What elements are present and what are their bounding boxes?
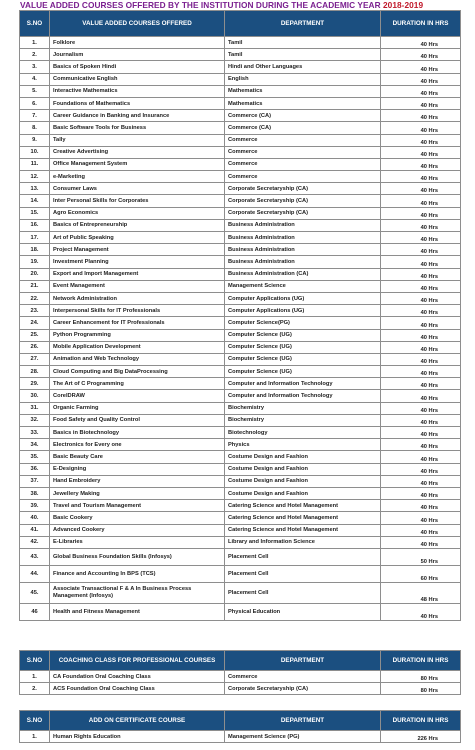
department-cell: Corporate Secretaryship (CA)	[225, 207, 381, 219]
department-cell: Computer Science (UG)	[225, 353, 381, 365]
course-cell: Career Guidance in Banking and Insurance	[50, 110, 225, 122]
course-cell: Inter Personal Skills for Corporates	[50, 195, 225, 207]
table-row	[20, 390, 461, 402]
department-cell: Costume Design and Fashion	[225, 451, 381, 463]
course-cell: Project Management	[50, 244, 225, 256]
duration-cell: 40 Hrs	[381, 244, 461, 256]
duration-cell: 40 Hrs	[381, 268, 461, 280]
course-cell: Career Enhancement for IT Professionals	[50, 317, 225, 329]
course-cell: Journalism	[50, 49, 225, 61]
duration-cell: 40 Hrs	[381, 366, 461, 378]
duration-cell: 40 Hrs	[381, 329, 461, 341]
table-row	[20, 49, 461, 61]
table-row	[20, 329, 461, 341]
course-cell: Foundations of Mathematics	[50, 97, 225, 109]
sno-cell: 3.	[20, 61, 50, 73]
duration-cell: 60 Hrs	[381, 565, 461, 582]
course-cell: Export and Import Management	[50, 268, 225, 280]
duration-cell: 40 Hrs	[381, 414, 461, 426]
sno-cell: 46	[20, 603, 50, 620]
course-cell: Network Administration	[50, 292, 225, 304]
department-cell: Costume Design and Fashion	[225, 475, 381, 487]
department-cell: Corporate Secretaryship (CA)	[225, 195, 381, 207]
course-cell: CorelDRAW	[50, 390, 225, 402]
course-cell: Basic Beauty Care	[50, 451, 225, 463]
duration-cell: 80 Hrs	[381, 671, 461, 683]
header-duration: DURATION IN HRS	[381, 11, 461, 37]
course-cell: Art of Public Speaking	[50, 232, 225, 244]
department-cell: Placement Cell	[225, 565, 381, 582]
sno-cell: 29.	[20, 378, 50, 390]
course-cell: Animation and Web Technology	[50, 353, 225, 365]
sno-cell: 17.	[20, 232, 50, 244]
department-cell: Computer and Information Technology	[225, 378, 381, 390]
duration-cell: 40 Hrs	[381, 97, 461, 109]
duration-cell: 40 Hrs	[381, 256, 461, 268]
course-cell: Jewellery Making	[50, 487, 225, 499]
duration-cell: 40 Hrs	[381, 463, 461, 475]
sno-cell: 25.	[20, 329, 50, 341]
table-row	[20, 565, 461, 582]
table-row	[20, 158, 461, 170]
table-row	[20, 548, 461, 565]
course-cell: Basics in Biotechnology	[50, 427, 225, 439]
duration-cell: 40 Hrs	[381, 390, 461, 402]
sno-cell: 9.	[20, 134, 50, 146]
department-cell: Computer Applications (UG)	[225, 305, 381, 317]
sno-cell: 22.	[20, 292, 50, 304]
header-sno: S.NO	[20, 711, 50, 731]
course-cell: Organic Farming	[50, 402, 225, 414]
course-cell: Interpersonal Skills for IT Professionals	[50, 305, 225, 317]
sno-cell: 10.	[20, 146, 50, 158]
duration-cell: 40 Hrs	[381, 353, 461, 365]
course-cell: E-Libraries	[50, 536, 225, 548]
sno-cell: 8.	[20, 122, 50, 134]
sno-cell: 11.	[20, 158, 50, 170]
table-row	[20, 305, 461, 317]
duration-cell: 40 Hrs	[381, 280, 461, 292]
table-row	[20, 414, 461, 426]
course-cell: Event Management	[50, 280, 225, 292]
header-department: DEPARTMENT	[225, 11, 381, 37]
sno-cell: 30.	[20, 390, 50, 402]
academic-year: 2018-2019	[383, 0, 424, 10]
course-cell: e-Marketing	[50, 171, 225, 183]
table-row	[20, 171, 461, 183]
sno-cell: 37.	[20, 475, 50, 487]
course-cell: Office Management System	[50, 158, 225, 170]
table-row	[20, 582, 461, 603]
department-cell: Computer Science(PG)	[225, 317, 381, 329]
duration-cell: 40 Hrs	[381, 341, 461, 353]
sno-cell: 21.	[20, 280, 50, 292]
department-cell: Commerce (CA)	[225, 110, 381, 122]
department-cell: Hindi and Other Languages	[225, 61, 381, 73]
department-cell: Tamil	[225, 37, 381, 49]
table-row	[20, 37, 461, 49]
course-cell: Python Programming	[50, 329, 225, 341]
sno-cell: 31.	[20, 402, 50, 414]
sno-cell: 41.	[20, 524, 50, 536]
add-on-certificate-table	[19, 710, 461, 743]
table-row	[20, 195, 461, 207]
department-cell: Costume Design and Fashion	[225, 487, 381, 499]
sno-cell: 7.	[20, 110, 50, 122]
duration-cell: 40 Hrs	[381, 183, 461, 195]
table-row	[20, 232, 461, 244]
header-duration: DURATION IN HRS	[381, 651, 461, 671]
table-row	[20, 85, 461, 97]
department-cell: Commerce	[225, 134, 381, 146]
table-row	[20, 97, 461, 109]
duration-cell: 40 Hrs	[381, 317, 461, 329]
duration-cell: 40 Hrs	[381, 171, 461, 183]
table-row	[20, 341, 461, 353]
course-cell: Basic Cookery	[50, 512, 225, 524]
duration-cell: 40 Hrs	[381, 524, 461, 536]
page-title-text: VALUE ADDED COURSES OFFERED BY THE INSTITUTION DURING THE ACADEMIC YEAR	[20, 0, 383, 10]
sno-cell: 42.	[20, 536, 50, 548]
table-row	[20, 366, 461, 378]
table-row	[20, 402, 461, 414]
header-department: DEPARTMENT	[225, 651, 381, 671]
department-cell: Business Administration	[225, 219, 381, 231]
table-row	[20, 256, 461, 268]
duration-cell: 40 Hrs	[381, 61, 461, 73]
duration-cell: 40 Hrs	[381, 402, 461, 414]
department-cell: Corporate Secretaryship (CA)	[225, 183, 381, 195]
sno-cell: 39.	[20, 500, 50, 512]
header-sno: S.NO	[20, 11, 50, 37]
sno-cell: 19.	[20, 256, 50, 268]
duration-cell: 50 Hrs	[381, 548, 461, 565]
duration-cell: 40 Hrs	[381, 219, 461, 231]
table-row	[20, 512, 461, 524]
sno-cell: 6.	[20, 97, 50, 109]
sno-cell: 20.	[20, 268, 50, 280]
duration-cell: 40 Hrs	[381, 512, 461, 524]
coaching-class-table	[19, 650, 461, 695]
duration-cell: 40 Hrs	[381, 500, 461, 512]
table-row	[20, 183, 461, 195]
course-cell: Hand Embroidery	[50, 475, 225, 487]
department-cell: Corporate Secretaryship (CA)	[225, 683, 381, 695]
department-cell: Catering Science and Hotel Management	[225, 524, 381, 536]
duration-cell: 40 Hrs	[381, 49, 461, 61]
course-cell: Electronics for Every one	[50, 439, 225, 451]
table-row	[20, 353, 461, 365]
department-cell: Business Administration (CA)	[225, 268, 381, 280]
duration-cell: 48 Hrs	[381, 582, 461, 603]
duration-cell: 40 Hrs	[381, 134, 461, 146]
duration-cell: 40 Hrs	[381, 110, 461, 122]
department-cell: Commerce	[225, 171, 381, 183]
department-cell: Catering Science and Hotel Management	[225, 512, 381, 524]
sno-cell: 33.	[20, 427, 50, 439]
duration-cell: 40 Hrs	[381, 603, 461, 620]
table-header-row	[20, 651, 461, 671]
department-cell: Catering Science and Hotel Management	[225, 500, 381, 512]
sno-cell: 12.	[20, 171, 50, 183]
duration-cell: 40 Hrs	[381, 427, 461, 439]
sno-cell: 32.	[20, 414, 50, 426]
sno-cell: 28.	[20, 366, 50, 378]
table-header-row	[20, 711, 461, 731]
duration-cell: 40 Hrs	[381, 122, 461, 134]
sno-cell: 16.	[20, 219, 50, 231]
table-row	[20, 292, 461, 304]
duration-cell: 40 Hrs	[381, 292, 461, 304]
duration-cell: 40 Hrs	[381, 305, 461, 317]
course-cell: Consumer Laws	[50, 183, 225, 195]
department-cell: Placement Cell	[225, 582, 381, 603]
department-cell: English	[225, 73, 381, 85]
header-course: COACHING CLASS FOR PROFESSIONAL COURSES	[50, 651, 225, 671]
sno-cell: 45.	[20, 582, 50, 603]
department-cell: Computer and Information Technology	[225, 390, 381, 402]
sno-cell: 34.	[20, 439, 50, 451]
table-row	[20, 110, 461, 122]
sno-cell: 15.	[20, 207, 50, 219]
sno-cell: 1.	[20, 731, 50, 743]
course-cell: Basic Software Tools for Business	[50, 122, 225, 134]
sno-cell: 36.	[20, 463, 50, 475]
sno-cell: 2.	[20, 49, 50, 61]
department-cell: Biochemistry	[225, 414, 381, 426]
sno-cell: 4.	[20, 73, 50, 85]
header-department: DEPARTMENT	[225, 711, 381, 731]
duration-cell: 40 Hrs	[381, 451, 461, 463]
department-cell: Business Administration	[225, 232, 381, 244]
table-row	[20, 475, 461, 487]
table-row	[20, 536, 461, 548]
duration-cell: 40 Hrs	[381, 487, 461, 499]
course-cell: Health and Fitness Management	[50, 603, 225, 620]
table-row	[20, 146, 461, 158]
duration-cell: 40 Hrs	[381, 146, 461, 158]
table-row	[20, 378, 461, 390]
table-row	[20, 451, 461, 463]
course-cell: Global Business Foundation Skills (Infosys)	[50, 548, 225, 565]
duration-cell: 40 Hrs	[381, 475, 461, 487]
department-cell: Costume Design and Fashion	[225, 463, 381, 475]
course-cell: ACS Foundation Oral Coaching Class	[50, 683, 225, 695]
sno-cell: 1.	[20, 37, 50, 49]
duration-cell: 40 Hrs	[381, 536, 461, 548]
table-row	[20, 317, 461, 329]
value-added-courses-table	[19, 10, 461, 621]
table-row	[20, 603, 461, 620]
duration-cell: 40 Hrs	[381, 378, 461, 390]
table-row	[20, 487, 461, 499]
table-row	[20, 280, 461, 292]
course-cell: The Art of C Programming	[50, 378, 225, 390]
department-cell: Commerce	[225, 158, 381, 170]
department-cell: Management Science (PG)	[225, 731, 381, 743]
table-row	[20, 207, 461, 219]
header-course: ADD ON CERTIFICATE COURSE	[50, 711, 225, 731]
sno-cell: 44.	[20, 565, 50, 582]
duration-cell: 40 Hrs	[381, 232, 461, 244]
table-row	[20, 731, 461, 743]
page-title	[20, 0, 423, 10]
duration-cell: 40 Hrs	[381, 207, 461, 219]
duration-cell: 40 Hrs	[381, 85, 461, 97]
department-cell: Commerce	[225, 671, 381, 683]
course-cell: E-Designing	[50, 463, 225, 475]
course-cell: Agro Economics	[50, 207, 225, 219]
department-cell: Computer Applications (UG)	[225, 292, 381, 304]
course-cell: Folklore	[50, 37, 225, 49]
table-row	[20, 219, 461, 231]
sno-cell: 18.	[20, 244, 50, 256]
sno-cell: 5.	[20, 85, 50, 97]
table-header-row	[20, 11, 461, 37]
duration-cell: 80 Hrs	[381, 683, 461, 695]
course-cell: Associate Transactional F & A In Business Process Management (Infosys)	[50, 582, 225, 603]
sno-cell: 38.	[20, 487, 50, 499]
department-cell: Biochemistry	[225, 402, 381, 414]
table-row	[20, 500, 461, 512]
department-cell: Physics	[225, 439, 381, 451]
department-cell: Computer Science (UG)	[225, 366, 381, 378]
duration-cell: 40 Hrs	[381, 73, 461, 85]
department-cell: Physical Education	[225, 603, 381, 620]
course-cell: Creative Advertising	[50, 146, 225, 158]
duration-cell: 40 Hrs	[381, 195, 461, 207]
course-cell: Finance and Accounting In BPS (TCS)	[50, 565, 225, 582]
table-row	[20, 671, 461, 683]
department-cell: Library and Information Science	[225, 536, 381, 548]
header-sno: S.NO	[20, 651, 50, 671]
course-cell: Basics of Spoken Hindi	[50, 61, 225, 73]
table-row	[20, 683, 461, 695]
course-cell: Human Rights Education	[50, 731, 225, 743]
sno-cell: 23.	[20, 305, 50, 317]
table-row	[20, 463, 461, 475]
department-cell: Commerce	[225, 146, 381, 158]
department-cell: Computer Science (UG)	[225, 329, 381, 341]
sno-cell: 35.	[20, 451, 50, 463]
department-cell: Mathematics	[225, 85, 381, 97]
department-cell: Commerce (CA)	[225, 122, 381, 134]
sno-cell: 27.	[20, 353, 50, 365]
course-cell: Travel and Tourism Management	[50, 500, 225, 512]
department-cell: Tamil	[225, 49, 381, 61]
sno-cell: 2.	[20, 683, 50, 695]
sno-cell: 43.	[20, 548, 50, 565]
table-row	[20, 439, 461, 451]
department-cell: Mathematics	[225, 97, 381, 109]
table-row	[20, 134, 461, 146]
header-duration: DURATION IN HRS	[381, 711, 461, 731]
duration-cell: 40 Hrs	[381, 439, 461, 451]
course-cell: Cloud Computing and Big DataProcessing	[50, 366, 225, 378]
course-cell: Communicative English	[50, 73, 225, 85]
department-cell: Business Administration	[225, 244, 381, 256]
course-cell: Tally	[50, 134, 225, 146]
table-row	[20, 244, 461, 256]
table-row	[20, 61, 461, 73]
table-row	[20, 122, 461, 134]
sno-cell: 40.	[20, 512, 50, 524]
sno-cell: 24.	[20, 317, 50, 329]
course-cell: Basics of Entrepreneurship	[50, 219, 225, 231]
table-row	[20, 268, 461, 280]
course-cell: Mobile Application Development	[50, 341, 225, 353]
course-cell: Investment Planning	[50, 256, 225, 268]
department-cell: Computer Science (UG)	[225, 341, 381, 353]
department-cell: Placement Cell	[225, 548, 381, 565]
sno-cell: 13.	[20, 183, 50, 195]
duration-cell: 226 Hrs	[381, 731, 461, 743]
department-cell: Biotechnology	[225, 427, 381, 439]
course-cell: Interactive Mathematics	[50, 85, 225, 97]
department-cell: Business Administration	[225, 256, 381, 268]
department-cell: Management Science	[225, 280, 381, 292]
sno-cell: 1.	[20, 671, 50, 683]
course-cell: Food Safety and Quality Control	[50, 414, 225, 426]
sno-cell: 14.	[20, 195, 50, 207]
duration-cell: 40 Hrs	[381, 37, 461, 49]
course-cell: CA Foundation Oral Coaching Class	[50, 671, 225, 683]
table-row	[20, 427, 461, 439]
sno-cell: 26.	[20, 341, 50, 353]
table-row	[20, 73, 461, 85]
course-cell: Advanced Cookery	[50, 524, 225, 536]
header-course: VALUE ADDED COURSES OFFERED	[50, 11, 225, 37]
duration-cell: 40 Hrs	[381, 158, 461, 170]
table-row	[20, 524, 461, 536]
